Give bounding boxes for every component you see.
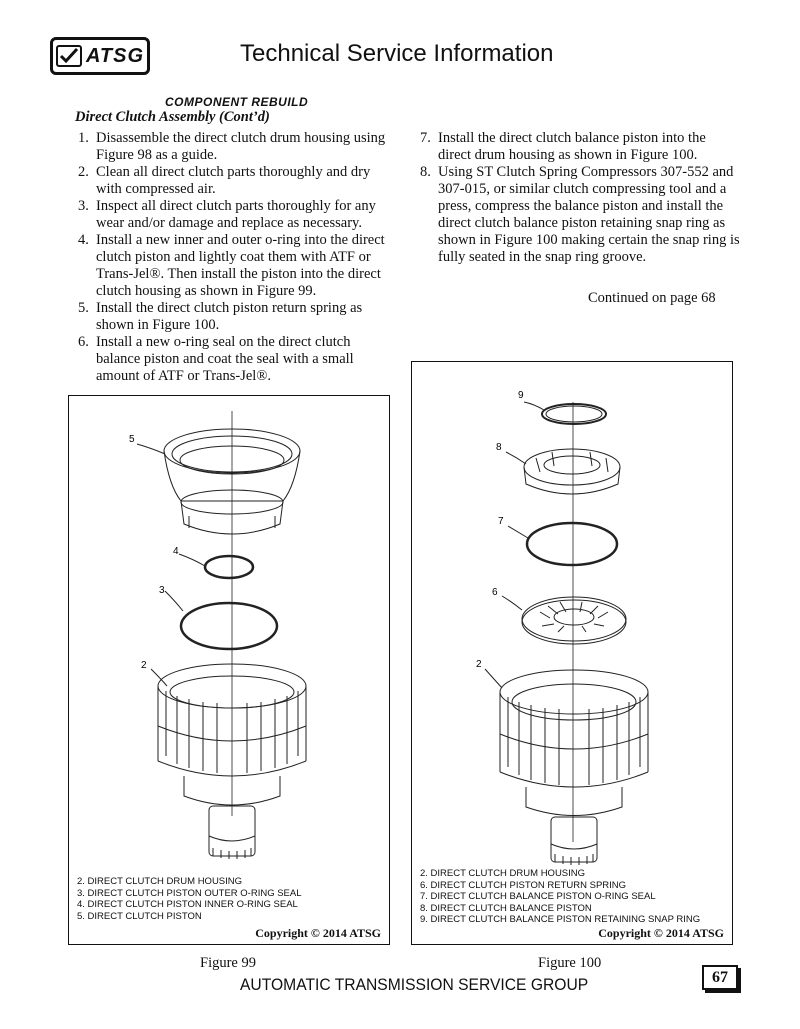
figure-100-legend — [420, 868, 700, 926]
step-item — [78, 300, 398, 334]
legend-item: 5. DIRECT CLUTCH PISTON — [77, 910, 202, 922]
step-text: Disassemble the direct clutch drum housing using Figure 98 as a guide. — [96, 130, 386, 163]
legend-item: 2. DIRECT CLUTCH DRUM HOUSING — [420, 868, 586, 879]
inner-o-ring — [205, 556, 253, 578]
legend-item: 2. DIRECT CLUTCH DRUM HOUSING — [77, 876, 243, 887]
section-title: COMPONENT REBUILD — [165, 95, 309, 109]
figure-99-legend — [77, 876, 302, 922]
legend-item: 7. DIRECT CLUTCH BALANCE PISTON O-RING SEAL — [420, 891, 656, 902]
step-item — [78, 232, 398, 300]
step-number: 5. — [78, 300, 89, 316]
step-number: 8. — [420, 164, 431, 180]
callout-3: 3 — [159, 585, 165, 596]
step-number: 6. — [78, 334, 89, 350]
step-item — [78, 334, 398, 385]
callout-9: 9 — [518, 390, 524, 401]
atsg-logo — [50, 37, 150, 75]
step-item — [78, 198, 398, 232]
step-text: Install a new o-ring seal on the direct clutch balance piston and coat the seal with a small amount of ATF or Trans-Jel®. — [96, 334, 354, 384]
legend-item: 3. DIRECT CLUTCH PISTON OUTER O-RING SEAL — [77, 887, 302, 899]
logo-text: ATSG — [85, 44, 145, 67]
step-item — [420, 164, 740, 266]
step-text: Clean all direct clutch parts thoroughly and dry with compressed air. — [96, 164, 371, 197]
step-text: Inspect all direct clutch parts thoroughly for any wear and/or damage and replace as necessary. — [96, 198, 376, 231]
callout-7: 7 — [498, 516, 504, 527]
legend-item: 9. DIRECT CLUTCH BALANCE PISTON RETAINING SNAP RING — [420, 914, 701, 925]
step-text: Install the direct clutch piston return spring as shown in Figure 100. — [96, 300, 363, 333]
legend-item: 4. DIRECT CLUTCH PISTON INNER O-RING SEAL — [77, 899, 298, 910]
snap-ring — [542, 404, 606, 424]
figure-100-illustration — [412, 362, 732, 944]
callout-2: 2 — [141, 660, 147, 671]
callout-2: 2 — [476, 659, 482, 670]
step-number: 7. — [420, 130, 431, 146]
callout-8: 8 — [496, 442, 502, 453]
callout-4: 4 — [173, 546, 179, 557]
subsection-title: Direct Clutch Assembly (Cont’d) — [75, 109, 270, 125]
figure-100 — [411, 361, 733, 945]
figure-100-caption: Figure 100 — [538, 955, 602, 971]
legend-item: 6. DIRECT CLUTCH PISTON RETURN SPRING — [420, 879, 627, 891]
step-number: 2. — [78, 164, 89, 180]
copyright: Copyright © 2014 ATSG — [598, 926, 724, 940]
drum-housing-shape — [500, 670, 648, 865]
figure-99-caption: Figure 99 — [200, 955, 256, 971]
callout-6: 6 — [492, 587, 498, 598]
page-number: 67 — [702, 965, 738, 990]
step-item — [78, 164, 398, 198]
footer-text: AUTOMATIC TRANSMISSION SERVICE GROUP — [240, 975, 589, 994]
step-text: Install a new inner and outer o-ring into the direct clutch piston and lightly coat them with ATF or Trans-Jel®. Then install the piston into the direct clutch housing as shown in Figure 99. — [96, 232, 385, 299]
callout-5: 5 — [129, 434, 135, 445]
step-item — [78, 130, 398, 164]
checkmark-icon — [56, 45, 82, 67]
page-title: Technical Service Information — [240, 40, 554, 67]
outer-o-ring — [181, 603, 277, 649]
step-number: 1. — [78, 130, 89, 146]
step-number: 3. — [78, 198, 89, 214]
copyright: Copyright © 2014 ATSG — [255, 926, 381, 940]
legend-item: 8. DIRECT CLUTCH BALANCE PISTON — [420, 902, 592, 914]
step-number: 4. — [78, 232, 89, 248]
steps-left — [78, 130, 398, 385]
figure-99-illustration — [69, 396, 389, 944]
figure-99 — [68, 395, 390, 945]
return-spring-shape — [522, 597, 626, 644]
steps-right — [420, 130, 740, 266]
balance-piston-o-ring — [527, 523, 617, 565]
continued-note: Continued on page 68 — [588, 290, 716, 306]
balance-piston-shape — [524, 449, 620, 494]
step-text: Using ST Clutch Spring Compressors 307-552 and 307-015, or similar clutch compressing tool and a press, compress the balance piston and install the direct clutch balance piston retaining snap ring as shown in Figure 100 making certain the snap ring is fully seated in the snap ring groove. — [438, 164, 740, 265]
step-item — [420, 130, 740, 164]
step-text: Install the direct clutch balance piston into the direct drum housing as shown in Figure 100. — [438, 130, 706, 163]
